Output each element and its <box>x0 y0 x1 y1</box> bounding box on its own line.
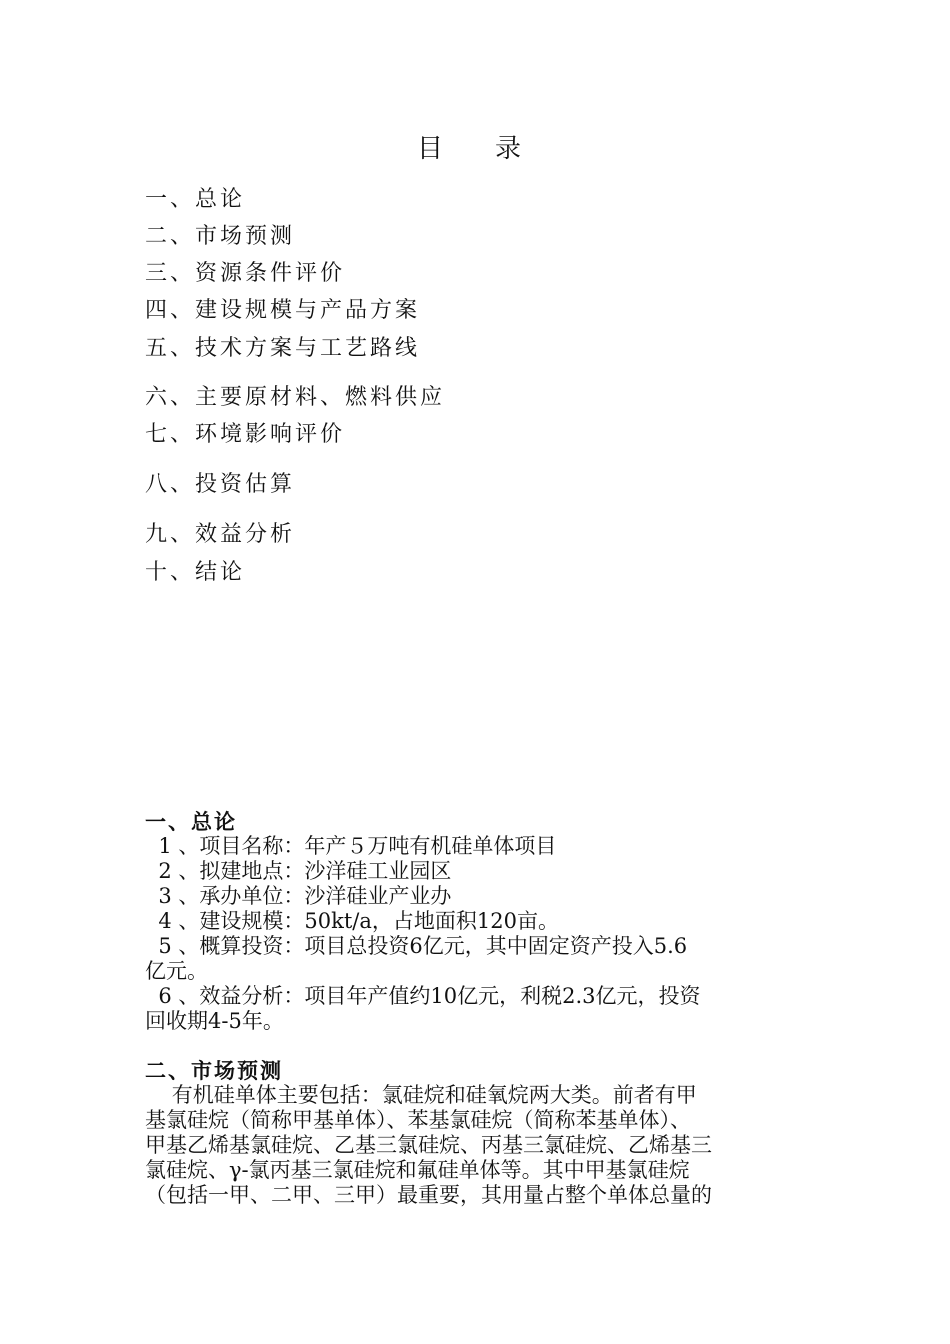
toc-item-1: 一、总论 <box>145 187 246 212</box>
section2-line-2: 基氯硅烷（简称甲基单体）、苯基氯硅烷（简称苯基单体）、 <box>145 1108 691 1132</box>
section2-line-5: （包括一甲、二甲、三甲）最重要，其用量占整个单体总量的 <box>145 1183 712 1207</box>
section1-line-8: 回收期4-5年。 <box>145 1009 284 1033</box>
section2-line-3: 甲基乙烯基氯硅烷、乙基三氯硅烷、丙基三氯硅烷、乙烯基三 <box>145 1133 712 1157</box>
section1-line-2: 2 、拟建地点：沙洋硅工业园区 <box>145 859 452 883</box>
section2-line-4: 氯硅烷、γ-氯丙基三氯硅烷和氟硅单体等。其中甲基氯硅烷 <box>145 1158 690 1182</box>
toc-item-10: 十、结论 <box>145 560 246 585</box>
section1-line-1: 1 、项目名称：年产５万吨有机硅单体项目 <box>145 834 557 858</box>
section2-line-1: 有机硅单体主要包括：氯硅烷和硅氧烷两大类。前者有甲 <box>145 1083 697 1107</box>
toc-item-9: 九、效益分析 <box>145 522 296 547</box>
section-heading-general: 一、总论 <box>145 809 237 834</box>
section1-line-6: 亿元。 <box>145 959 208 983</box>
toc-item-7: 七、环境影响评价 <box>145 422 346 447</box>
section1-line-5: 5 、概算投资：项目总投资6亿元，其中固定资产投入5.6 <box>145 934 688 958</box>
section-heading-market: 二、市场预测 <box>145 1058 283 1083</box>
toc-item-5: 五、技术方案与工艺路线 <box>145 336 421 361</box>
toc-title: 目录 <box>416 134 573 164</box>
toc-item-8: 八、投资估算 <box>145 472 296 497</box>
toc-item-4: 四、建设规模与产品方案 <box>145 298 421 323</box>
toc-item-2: 二、市场预测 <box>145 224 296 249</box>
section1-line-4: 4 、建设规模：50kt/a，占地面积120亩。 <box>145 909 559 933</box>
section1-line-3: 3 、承办单位：沙洋硅业产业办 <box>145 884 452 908</box>
section1-line-7: 6 、效益分析：项目年产值约10亿元，利税2.3亿元，投资 <box>145 984 701 1008</box>
toc-item-3: 三、资源条件评价 <box>145 261 346 286</box>
toc-item-6: 六、主要原材料、燃料供应 <box>145 385 446 410</box>
